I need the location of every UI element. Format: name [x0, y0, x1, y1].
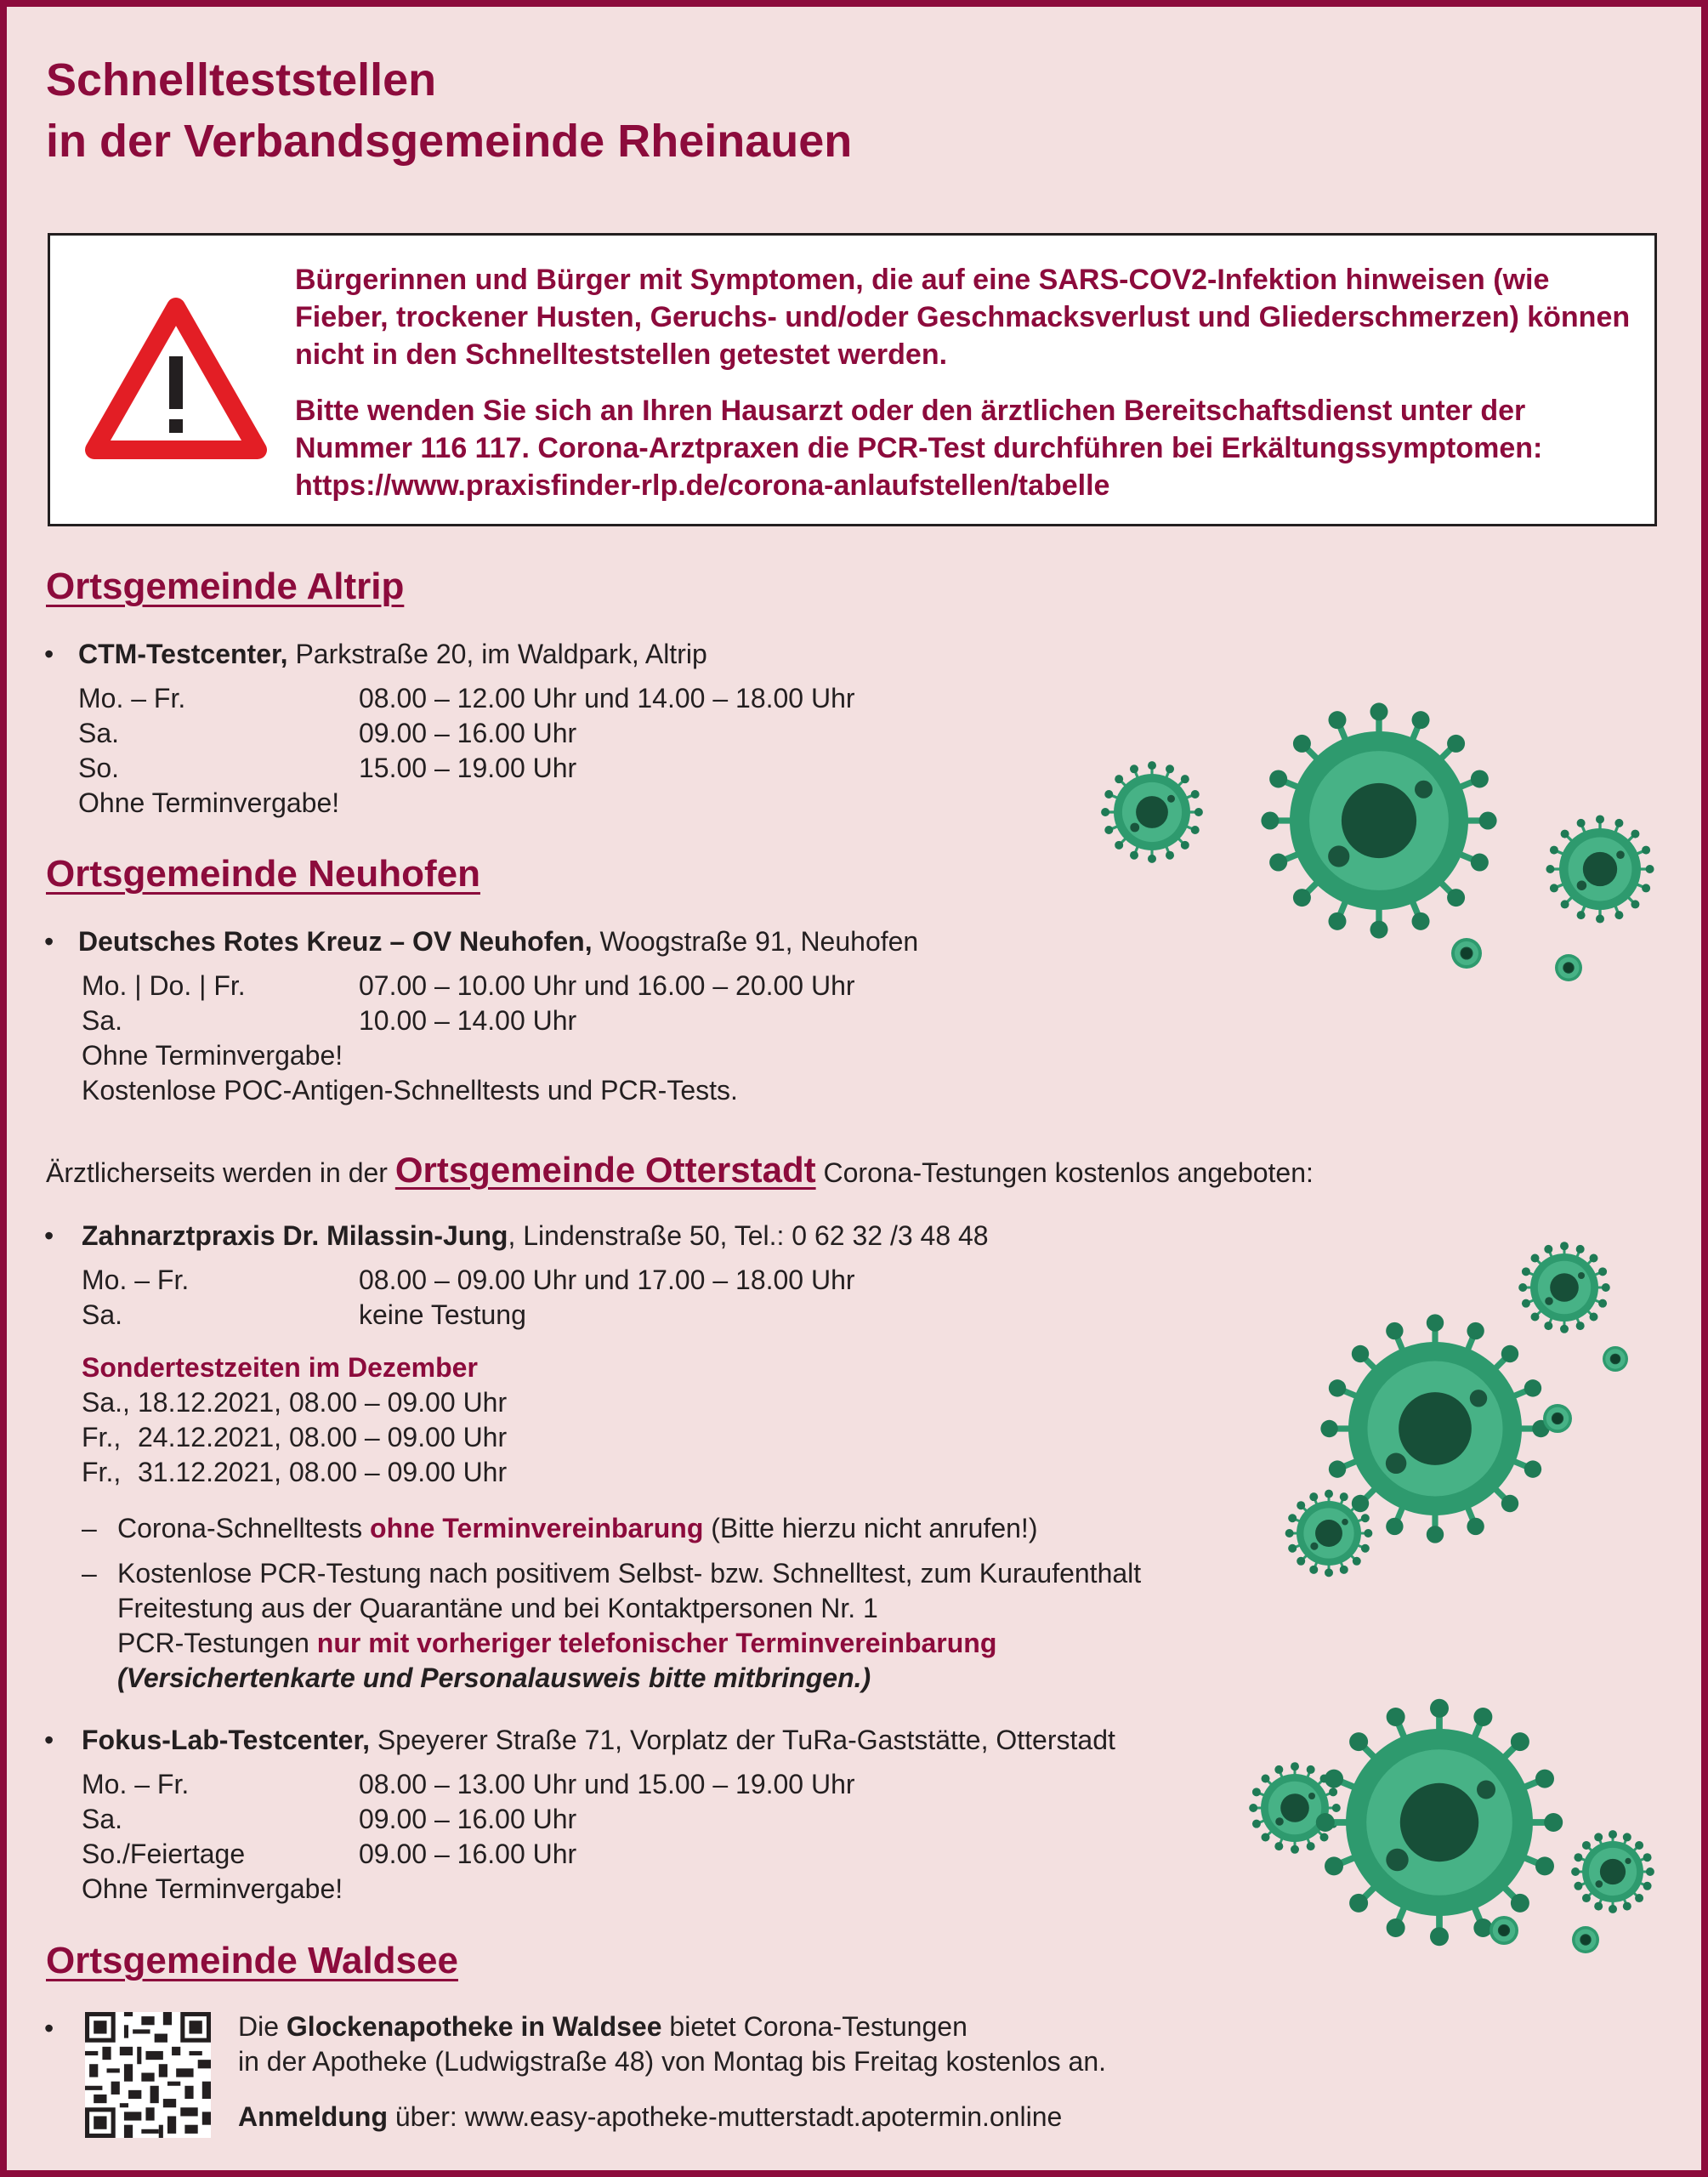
hours-time: 09.00 – 16.00 Uhr	[359, 718, 577, 748]
special-text: 18.12.2021, 08.00 – 09.00 Uhr	[138, 1387, 508, 1418]
waldsee-line-2: in der Apotheke (Ludwigstraße 48) von Montag bis Freitag kostenlos an.	[238, 2046, 1107, 2077]
neuhofen-note-2: Kostenlose POC-Antigen-Schnelltests und PCR-Tests.	[82, 1075, 738, 1106]
hours-day: Mo. – Fr.	[78, 683, 186, 713]
item1-before: Corona-Schnelltests	[117, 1513, 371, 1543]
altrip-address: Parkstraße 20, im Waldpark, Altrip	[287, 639, 707, 669]
neuhofen-entry	[78, 924, 918, 959]
waldsee-line3-bold: Anmeldung	[238, 2101, 388, 2132]
bullet: •	[44, 926, 54, 957]
hours-day: Sa.	[82, 1299, 123, 1330]
title-line-1: Schnellteststellen	[46, 54, 437, 105]
dentist-entry	[82, 1219, 989, 1253]
item1-after: (Bitte hierzu nicht anrufen!)	[703, 1513, 1038, 1543]
qr-code-icon	[85, 2012, 211, 2138]
hours-day: So./Feiertage	[82, 1839, 246, 1869]
hours-day: Mo. – Fr.	[82, 1265, 190, 1295]
otterstadt-intro-before: Ärztlicherseits werden in der	[46, 1157, 395, 1188]
altrip-entry	[78, 637, 707, 672]
fokus-hours	[82, 1767, 855, 1907]
otterstadt-intro	[46, 1152, 1314, 1191]
hours-time: 09.00 – 16.00 Uhr	[359, 1839, 577, 1869]
waldsee-line1-before: Die	[238, 2011, 287, 2042]
item2-line-4: (Versichertenkarte und Personalausweis bitte mitbringen.)	[117, 1663, 871, 1693]
special-day: Fr.,	[82, 1422, 122, 1452]
dentist-address: , Lindenstraße 50, Tel.: 0 62 32 /3 48 48	[508, 1220, 989, 1251]
special-text: 31.12.2021, 08.00 – 09.00 Uhr	[138, 1457, 508, 1487]
heading-neuhofen: Ortsgemeinde Neuhofen	[46, 853, 480, 895]
fokus-entry	[82, 1723, 1115, 1758]
neuhofen-hours	[82, 969, 855, 1108]
hours-day: Sa.	[78, 718, 120, 748]
fokus-address: Speyerer Straße 71, Vorplatz der TuRa-Gaststätte, Otterstadt	[370, 1725, 1115, 1755]
hours-time: 09.00 – 16.00 Uhr	[359, 1804, 577, 1834]
hours-day: Sa.	[82, 1804, 123, 1834]
hours-time: 07.00 – 10.00 Uhr und 16.00 – 20.00 Uhr	[359, 970, 855, 1001]
item2-line3-before: PCR-Testungen	[117, 1628, 317, 1658]
dash: –	[82, 1513, 97, 1543]
altrip-name: CTM-Testcenter,	[78, 639, 288, 669]
warning-paragraph-1: Bürgerinnen und Bürger mit Symptomen, die auf eine SARS-COV2-Infektion hinweisen (wie Fieber, trockener Husten, Geruchs- und/oder Geschmacksverlust und Gliederschmerzen) können nicht in den Schnellteststellen getestet werden.	[295, 264, 1631, 371]
warning-paragraph-2: Bitte wenden Sie sich an Ihren Hausarzt oder den ärztlichen Bereitschaftsdienst unter der Nummer 116 117. Corona-Arztpraxen die PCR-Test durchführen bei Erkältungssymptomen: https://www.praxisfinder-rlp.de/corona-anlaufstellen/tabelle	[295, 395, 1543, 502]
hours-time: 08.00 – 09.00 Uhr und 17.00 – 18.00 Uhr	[359, 1265, 855, 1295]
waldsee-text	[238, 2009, 1106, 2134]
dentist-item-2	[117, 1556, 1141, 1696]
special-day: Fr.,	[82, 1457, 122, 1487]
warning-text	[295, 261, 1638, 523]
otterstadt-intro-after: Corona-Testungen kostenlos angeboten:	[815, 1157, 1314, 1188]
neuhofen-address: Woogstraße 91, Neuhofen	[592, 926, 919, 957]
hours-day: So.	[78, 753, 120, 783]
page-title	[46, 49, 852, 172]
dentist-hours	[82, 1263, 855, 1333]
bullet: •	[44, 2013, 54, 2043]
item2-line-2: Freitestung aus der Quarantäne und bei Kontaktpersonen Nr. 1	[117, 1593, 878, 1623]
hours-day: Sa.	[82, 1005, 123, 1036]
bullet: •	[44, 1220, 54, 1251]
hours-time: 10.00 – 14.00 Uhr	[359, 1005, 577, 1036]
hours-day: Mo. – Fr.	[82, 1769, 190, 1799]
heading-altrip: Ortsgemeinde Altrip	[46, 566, 405, 607]
warning-box	[48, 233, 1657, 526]
item2-line-1: Kostenlose PCR-Testung nach positivem Selbst- bzw. Schnelltest, zum Kuraufenthalt	[117, 1558, 1142, 1589]
waldsee-line1-bold: Glockenapotheke in Waldsee	[286, 2011, 662, 2042]
hours-time: 08.00 – 12.00 Uhr und 14.00 – 18.00 Uhr	[359, 683, 855, 713]
hours-time: keine Testung	[359, 1299, 526, 1330]
special-times	[82, 1350, 507, 1490]
warning-triangle-icon	[82, 295, 270, 465]
title-line-2: in der Verbandsgemeinde Rheinauen	[46, 116, 853, 167]
dentist-name: Zahnarztpraxis Dr. Milassin-Jung	[82, 1220, 508, 1251]
fokus-note: Ohne Terminvergabe!	[82, 1873, 343, 1904]
altrip-hours	[78, 681, 855, 821]
special-day: Sa.,	[82, 1387, 130, 1418]
special-text: 24.12.2021, 08.00 – 09.00 Uhr	[138, 1422, 508, 1452]
waldsee-line1-after: bietet Corona-Testungen	[661, 2011, 967, 2042]
hours-time: 08.00 – 13.00 Uhr und 15.00 – 19.00 Uhr	[359, 1769, 855, 1799]
item2-line3-bold: nur mit vorheriger telefonischer Terminvereinbarung	[316, 1628, 997, 1658]
item2-line-3	[117, 1626, 1141, 1661]
dentist-item-1	[117, 1511, 1037, 1546]
heading-otterstadt: Ortsgemeinde Otterstadt	[394, 1150, 816, 1190]
dash: –	[82, 1558, 97, 1589]
fokus-name: Fokus-Lab-Testcenter,	[82, 1725, 371, 1755]
neuhofen-note-1: Ohne Terminvergabe!	[82, 1040, 343, 1071]
waldsee-line3-after: über: www.easy-apotheke-mutterstadt.apotermin.online	[387, 2101, 1063, 2132]
hours-time: 15.00 – 19.00 Uhr	[359, 753, 577, 783]
bullet: •	[44, 1725, 54, 1755]
item1-bold: ohne Terminvereinbarung	[370, 1513, 704, 1543]
hours-day: Mo. | Do. | Fr.	[82, 970, 246, 1001]
bullet: •	[44, 639, 54, 669]
altrip-note: Ohne Terminvergabe!	[78, 787, 340, 818]
special-times-heading: Sondertestzeiten im Dezember	[82, 1352, 478, 1383]
heading-waldsee: Ortsgemeinde Waldsee	[46, 1940, 458, 1981]
neuhofen-name: Deutsches Rotes Kreuz – OV Neuhofen,	[78, 926, 593, 957]
